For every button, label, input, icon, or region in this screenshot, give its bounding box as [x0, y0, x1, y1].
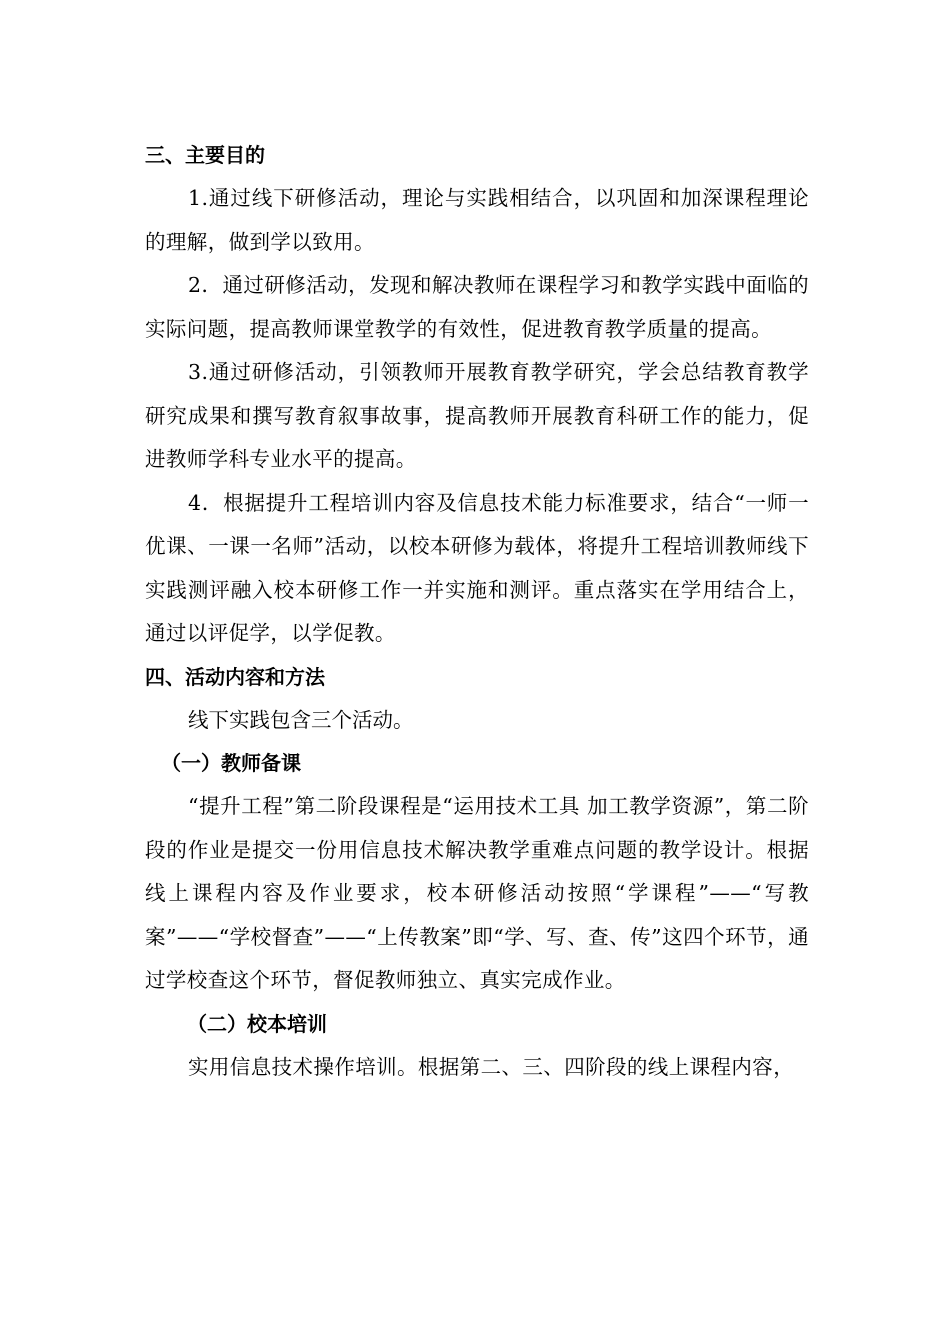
purpose-item-1: 1.通过线下研修活动，理论与实践相结合，以巩固和加深课程理论的理解，做到学以致用。 — [145, 186, 809, 254]
section-heading-activities: 四、活动内容和方法 — [145, 664, 325, 689]
lesson-prep-paragraph: “提升工程”第二阶段课程是“运用技术工具 加工教学资源”，第二阶段的作业是提交一份用信息技术解决教学重难点问题的教学设计。根据线上课程内容及作业要求，校本研修活动按照“学课程”——“写教案”——“学校督查”——“上传教案”即“学、写、查、传”这四个环节，通过学校查这个环节，督促教师独立、真实完成作业。 — [145, 794, 809, 992]
purpose-item-4: 4．根据提升工程培训内容及信息技术能力标准要求，结合“一师一优课、一课一名师”活动，以校本研修为载体，将提升工程培训教师线下实践测评融入校本研修工作一并实施和测评。重点落实在学用结合上，通过以评促学，以学促教。 — [145, 490, 809, 645]
purpose-item-3: 3.通过研修活动，引领教师开展教育教学研究，学会总结教育教学研究成果和撰写教育叙事故事，提高教师开展教育科研工作的能力，促进教师学科专业水平的提高。 — [145, 360, 809, 471]
document-body — [145, 134, 809, 1089]
subheading-teacher-lesson-prep: （一）教师备课 — [161, 751, 301, 775]
activities-intro: 线下实践包含三个活动。 — [188, 707, 414, 732]
section-heading-main-purpose: 三、主要目的 — [145, 143, 265, 167]
subheading-school-training: （二）校本培训 — [187, 1011, 327, 1036]
purpose-item-2: 2．通过研修活动，发现和解决教师在课程学习和教学实践中面临的实际问题，提高教师课堂教学的有效性，促进教育教学质量的提高。 — [145, 273, 809, 341]
school-training-paragraph: 实用信息技术操作培训。根据第二、三、四阶段的线上课程内容， — [188, 1054, 795, 1079]
